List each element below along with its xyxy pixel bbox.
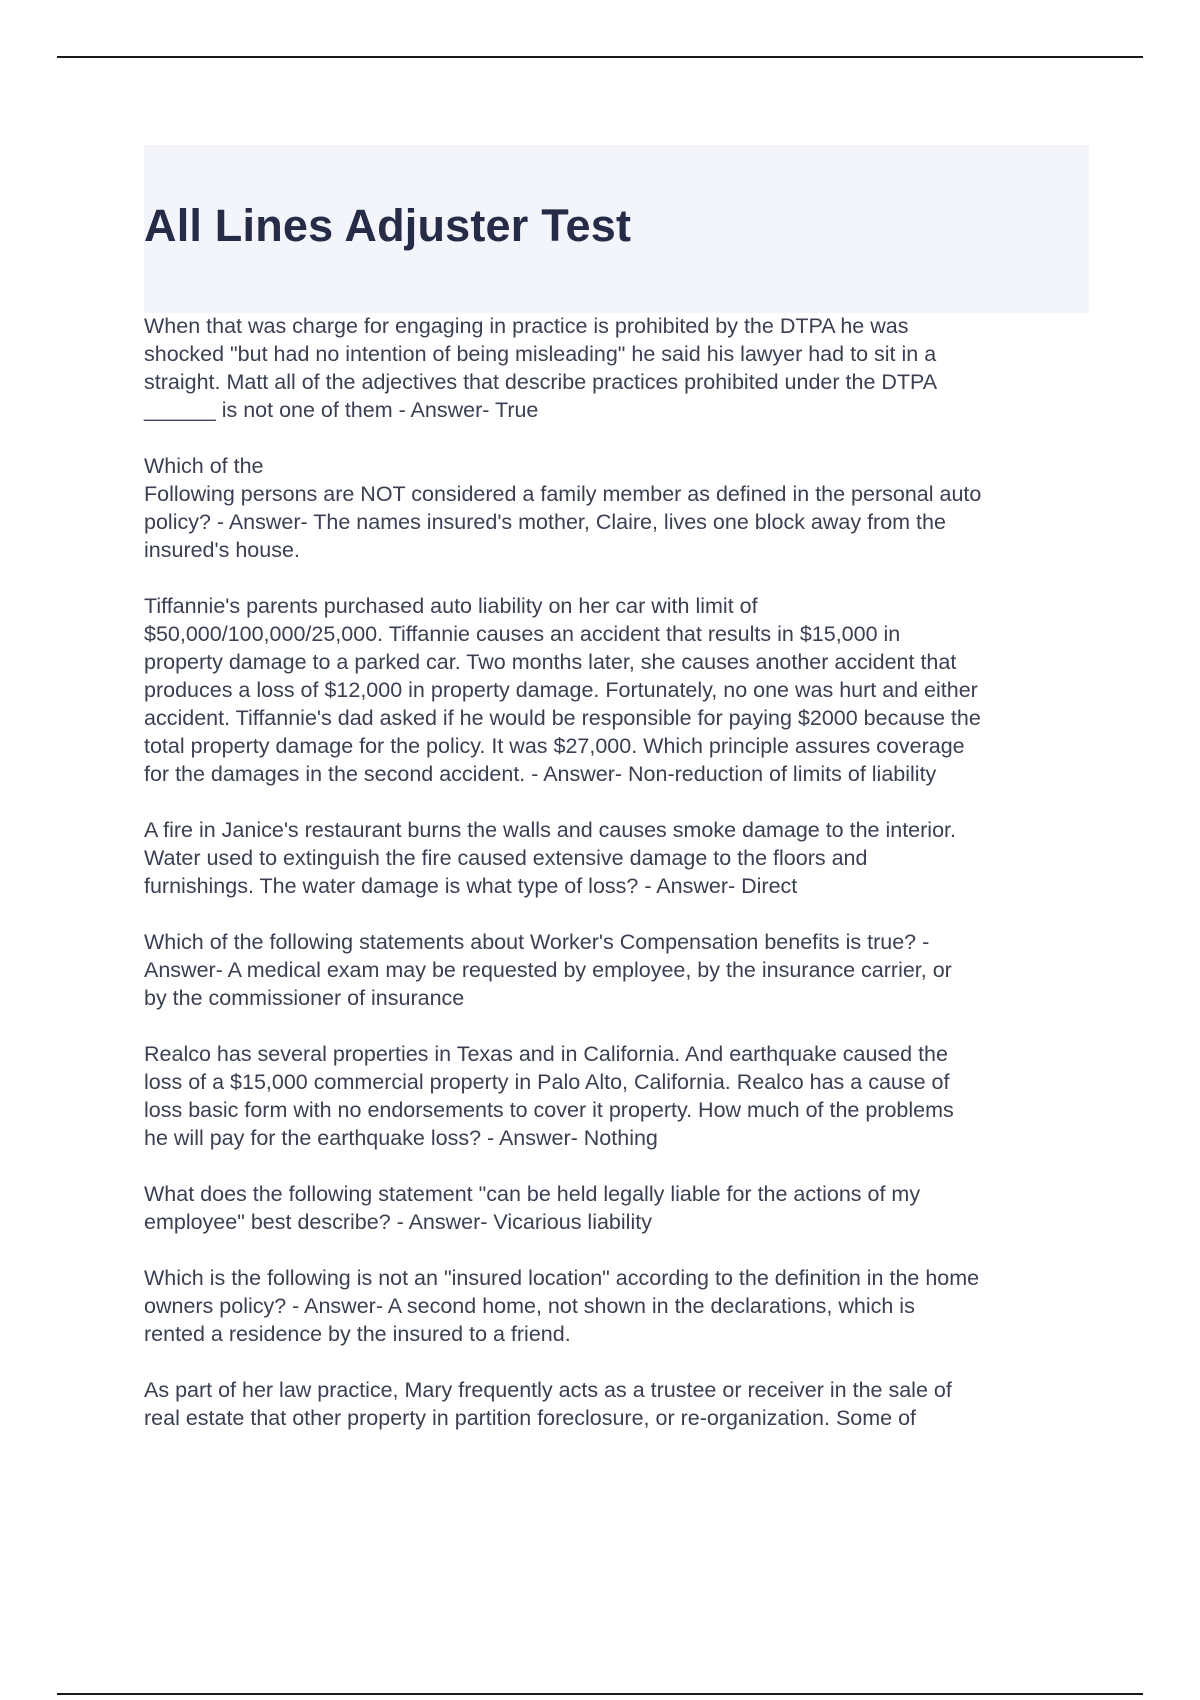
- qa-item-5: Which of the following statements about Worker's Compensation benefits is true? - Answer- A medical exam may be requested by employee, by the insurance carrier, or by the commissioner of insurance: [144, 930, 952, 1010]
- title-banner: [144, 145, 1089, 313]
- qa-item-3: Tiffannie's parents purchased auto liability on her car with limit of $50,000/100,000/25,000. Tiffannie causes an accident that results in $15,000 in property damage to a parked car. Two months later, she causes another accident that produces a loss of $12,000 in property damage. Fortunately, no one was hurt and either accident. Tiffannie's dad asked if he would be responsible for paying $2000 because the total property damage for the policy. It was $27,000. Which principle assures coverage for the damages in the second accident. - Answer- Non-reduction of limits of liability: [144, 594, 981, 786]
- qa-item-7: What does the following statement "can be held legally liable for the actions of my employee" best describe? - Answer- Vicarious liability: [144, 1182, 921, 1234]
- qa-item-9: As part of her law practice, Mary frequently acts as a trustee or receiver in the sale of real estate that other property in partition foreclosure, or re-organization. Some of: [144, 1378, 952, 1430]
- qa-item-2: Which of the Following persons are NOT considered a family member as defined in the personal auto policy? - Answer- The names insured's mother, Claire, lives one block away from the insured's house.: [144, 454, 982, 562]
- qa-item-8: Which is the following is not an "insured location" according to the definition in the home owners policy? - Answer- A second home, not shown in the declarations, which is rented a residence by the insured to a friend.: [144, 1266, 980, 1346]
- bottom-divider: [57, 1693, 1143, 1695]
- page-title: All Lines Adjuster Test: [144, 200, 632, 251]
- top-divider: [57, 56, 1143, 58]
- qa-item-1: When that was charge for engaging in practice is prohibited by the DTPA he was shocked "but had no intention of being misleading" he said his lawyer had to sit in a straight. Matt all of the adjectives that describe practices prohibited under the DTPA ______ is not one of them - Answer- True: [144, 314, 938, 422]
- qa-item-4: A fire in Janice's restaurant burns the walls and causes smoke damage to the interior. Water used to extinguish the fire caused extensive damage to the floors and furnishings. The water damage is what type of loss? - Answer- Direct: [144, 818, 956, 898]
- qa-item-6: Realco has several properties in Texas and in California. And earthquake caused the loss of a $15,000 commercial property in Palo Alto, California. Realco has a cause of loss basic form with no endorsements to cover it property. How much of the problems he will pay for the earthquake loss? - Answer- Nothing: [144, 1042, 954, 1150]
- question-list: [144, 312, 1089, 1460]
